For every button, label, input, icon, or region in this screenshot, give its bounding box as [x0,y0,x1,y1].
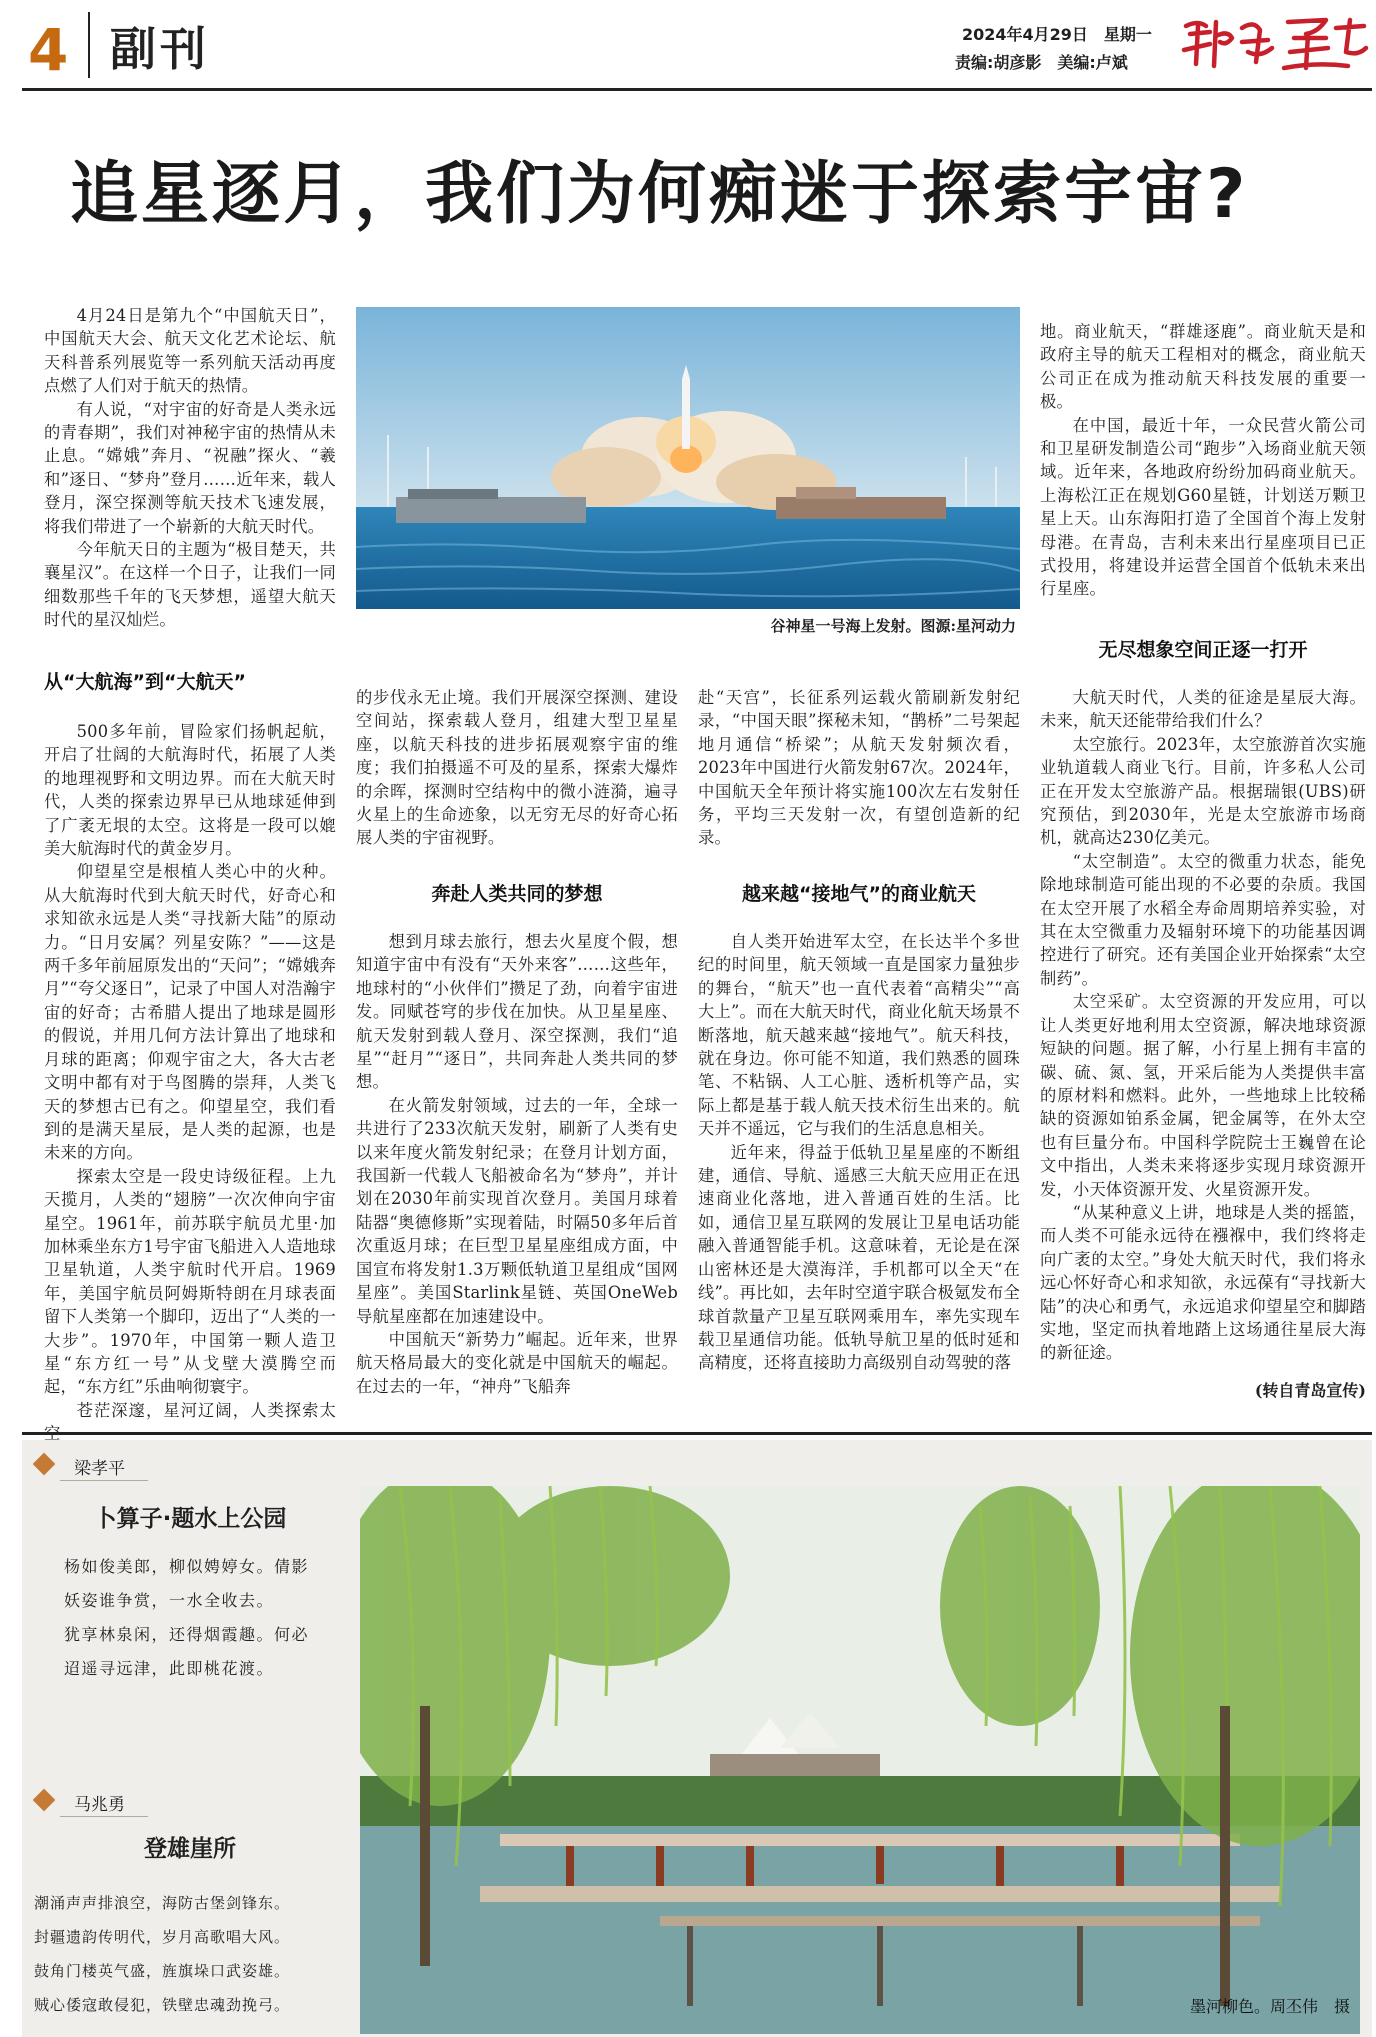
subheading: 奔赴人类共同的梦想 [431,883,603,905]
poem-line: 封疆遗韵传明代，岁月高歌唱大风。 [34,1928,291,1946]
article-column-3-body [698,930,1020,1375]
author-underline [60,1480,148,1481]
poem-body [64,1550,356,1686]
paragraph: 在火箭发射领域，过去的一年，全球一共进行了233次航天发射，刷新了人类有史以来年度火箭发射纪录；在登月计划方面，我国新一代载人飞船被命名为“梦舟”，并计划在2030年前实现首次登月。美国月球着陆器“奥德修斯”实现着陆，时隔50多年后首次重返月球；在巨型卫星星座组成方面，中国宣布将发射1.3万颗低轨道卫星组成“国网星座”。美国Starlink星链、英国OneWeb导航星座都在加速建设中。 [356,1095,678,1326]
article-column-1 [44,304,336,632]
paragraph: 太空旅行。2023年，太空旅游首次实施业轨道载人商业飞行。目前，许多私人公司正在开发太空旅游产品。根据瑞银(UBS)研究预估，到2030年，光是太空旅游市场商机，就高达230亿美元。 [1040,734,1366,848]
issue-date: 2024年4月29日 星期一 [962,25,1152,44]
paragraph: “从某种意义上讲，地球是人类的摇篮，而人类不可能永远待在襁褓中，我们终将走向广袤的太空。”身处大航天时代，我们将永远心怀好奇心和求知欲，永远葆有“寻找新大陆”的决心和勇气，永远追求仰望星空和脚踏实地，坚定而执着地踏上这场通往星辰大海的新征途。 [1040,1202,1366,1363]
poem-line: 迢遥寻远津，此即桃花渡。 [64,1659,275,1678]
article-column-2 [356,686,678,850]
article-column-1-body [44,720,336,1446]
subheading: 越来越“接地气”的商业航天 [742,883,976,905]
poem-body [34,1886,350,2022]
article-source: (转自青岛宣传) [1254,1381,1366,1400]
paragraph: 在中国，最近十年，一众民营火箭公司和卫星研发制造公司“跑步”入场商业航天领域。近年来，各地政府纷纷加码商业航天。上海松江正在规划G60星链，计划送万颗卫星上天。山东海阳打造了全国首个海上发射母港。在青岛，吉利未来出行星座项目已正式投用，将建设并运营全国首个低轨未来出行星座。 [1040,415,1366,599]
paragraph: 仰望星空是根植人类心中的火种。从大航海时代到大航天时代，好奇心和求知欲永远是人类“寻找新大陆”的原动力。“日月安属？列星安陈？”——这是两千多年前屈原发出的“天问”；“嫦娥奔月”“夸父逐日”，记录了中国人对浩瀚宇宙的好奇；古希腊人提出了地球是圆形的假说，并用几何方法计算出了地球和月球的距离；仰观宇宙之大，各大古老文明中都有对于鸟图腾的崇拜，人类飞天的梦想古已有之。仰望星空，我们看到的是满天星辰，是人类的起源，也是未来的方向。 [44,862,336,1163]
paragraph: 赴“天宫”，长征系列运载火箭刷新发射纪录，“中国天眼”探秘未知，“鹊桥”二号架起地月通信“桥梁”；从航天发射频次看，2023年中国进行火箭发射67次。2024年，中国航天全年预计将实施100次左右发射任务，平均三天发射一次，有望创造新的纪录。 [698,688,1020,848]
poem-line: 鼓角门楼英气盛，旌旗垛口武姿雄。 [34,1962,291,1980]
poem-line: 妖姿谁争赏，一水全收去。 [64,1591,275,1610]
paragraph: “太空制造”。太空的微重力状态，能免除地球制造可能出现的不必要的杂质。我国在太空开展了水稻全寿命周期培养实验，对其在太空微重力及辐射环境下的功能基因调控进行了研究。还有美国企业开始探索“太空制药”。 [1040,851,1366,988]
willow-park-photo [360,1486,1360,2034]
paragraph: 自人类开始进军太空，在长达半个多世纪的时间里，航天领域一直是国家力量独步的舞台，“航天”也一直代表着“高精尖”“高大上”。而在大航天时代，商业化航天场景不断落地，航天越来越“接地气”。航天科技，就在身边。你可能不知道，我们熟悉的圆珠笔、不粘锅、人工心脏、透析机等产品，实际上都是基于载人航天技术衍生出来的。航天并不遥远，它与我们的生活息息相关。 [698,932,1020,1139]
photo-caption: 墨河柳色。周丕伟 摄 [1189,1997,1350,2016]
poem-title: 卜算子·题水上公园 [93,1506,287,1532]
poem-line: 杨如俊美郎，柳似娉婷女。倩影 [64,1557,310,1576]
paragraph: 中国航天“新势力”崛起。近年来，世界航天格局最大的变化就是中国航天的崛起。在过去的一年，“神舟”飞船奔 [356,1329,678,1396]
headline: 追星逐月，我们为何痴迷于探索宇宙? [70,155,1249,234]
photo-caption: 谷神星一号海上发射。图源:星河动力 [770,617,1016,635]
paragraph: 探索太空是一段史诗级征程。上九天揽月，人类的“翅膀”一次次伸向宇宙星空。1961年，前苏联宇航员尤里·加加林乘坐东方1号宇宙飞船进入人造地球卫星轨道，人类宇航时代开启。1969年，美国宇航员阿姆斯特朗在月球表面留下人类第一个脚印，迈出了“人类的一大步”。1970年，中国第一颗人造卫星“东方红一号”从戈壁大漠腾空而起，“东方红”乐曲响彻寰宇。 [44,1166,336,1397]
poem-line: 犹享林泉闲，还得烟霞趣。何必 [64,1625,310,1644]
poem-title: 登雄崖所 [144,1836,236,1862]
poem-author: 梁孝平 [74,1459,125,1479]
poem-line: 贼心倭寇敢侵犯，铁壁忠魂劲挽弓。 [34,1996,291,2014]
article-column-4 [1040,320,1366,601]
subheading: 无尽想象空间正逐一打开 [1098,639,1308,661]
section-name: 副刊 [110,22,210,76]
paragraph: 苍茫深邃，星河辽阔，人类探索太 [76,1400,336,1420]
paragraph: 大航天时代，人类的征途是星辰大海。未来，航天还能带给我们什么？ [1040,688,1366,731]
poem-author: 马兆勇 [74,1795,125,1815]
paragraph: 有人说，“对宇宙的好奇是人类永远的青春期”，我们对神秘宇宙的热情从未止息。“嫦娥”奔月、“祝融”探火、“羲和”逐日、“梦舟”登月……近年来，载人登月，深空探测等航天技术飞速发展，将我们带进了一个崭新的大航天时代。 [44,399,336,536]
paragraph: 想到月球去旅行，想去火星度个假，想知道宇宙中有没有“天外来客”……这些年，地球村的“小伙伴们”攒足了劲，向着宇宙进发。同赋苍穹的步伐在加快。从卫星星座、航天发射到载人登月、深空探测，我们“追星”“赶月”“逐日”，共同奔赴人类共同的梦想。 [356,932,678,1092]
article-column-2-body [356,930,678,1398]
paragraph: 太空采矿。太空资源的开发应用，可以让人类更好地利用太空资源，解决地球资源短缺的问题。据了解，小行星上拥有丰富的碳、硫、氮、氢，开采后能为人类提供丰富的原材料和燃料。此外，一些地球上比较稀缺的资源如铂系金属，钯金属等，在外太空也有巨量分布。中国科学院院士王巍曾在论文中指出，人类未来将逐步实现月球资源开发，小天体资源开发、火星资源开发。 [1040,992,1366,1199]
rocket-launch-photo [356,307,1020,609]
page-number: 4 [28,16,69,84]
section-rule [22,1432,1372,1435]
article-column-3 [698,686,1020,850]
masthead-logo [1176,12,1372,74]
header-divider [88,12,90,78]
subheading: 从“大航海”到“大航天” [44,671,246,693]
paragraph: 地。商业航天，“群雄逐鹿”。商业航天是和政府主导的航天工程相对的概念，商业航天公司正在成为推动航天科技发展的重要一极。 [1040,322,1366,412]
paragraph: 近年来，得益于低轨卫星星座的不断组建，通信、导航、遥感三大航天应用正在迅速商业化落地，进入普通百姓的生活。比如，通信卫星互联网的发展让卫星电话功能融入普通智能手机。这意味着，无论是在深山密林还是大漠海洋，手机都可以全天“在线”。再比如，去年时空道宇联合极氪发布全球首款量产卫星互联网乘用车，率先实现车载卫星通信功能。低轨导航卫星的低时延和高精度，还将直接助力高级别自动驾驶的落 [698,1142,1020,1373]
paragraph: 今年航天日的主题为“极目楚天，共襄星汉”。在这样一个日子，让我们一同细数那些千年的飞天梦想，遥望大航天时代的星汉灿烂。 [44,540,336,630]
paragraph: 的步伐永无止境。我们开展深空探测、建设空间站，探索载人登月，组建大型卫星星座，以航天科技的进步拓展观察宇宙的维度；我们拍摄遥不可及的星系，探索大爆炸的余晖，探测时空结构中的微小涟漪，遍寻火星上的生命迹象，以无穷无尽的好奇心拓展人类的宇宙视野。 [356,688,678,848]
paragraph: 4月24日是第九个“中国航天日”，中国航天大会、航天文化艺术论坛、航天科普系列展览等一系列航天活动再度点燃了人们对于航天的热情。 [44,306,336,396]
header-rule [22,88,1372,91]
editors-credit: 责编:胡彦影 美编:卢斌 [955,53,1128,72]
paragraph: 500多年前，冒险家们扬帆起航，开启了壮阔的大航海时代，拓展了人类的地理视野和文明边界。而在大航天时代，人类的探索边界早已从地球延伸到了广袤无垠的太空。这将是一段可以媲美大航海时代的黄金岁月。 [44,722,336,859]
poem-line: 潮涌声声排浪空，海防古堡剑锋东。 [34,1894,291,1912]
article-column-4-body [1040,686,1366,1365]
author-underline [60,1816,148,1817]
